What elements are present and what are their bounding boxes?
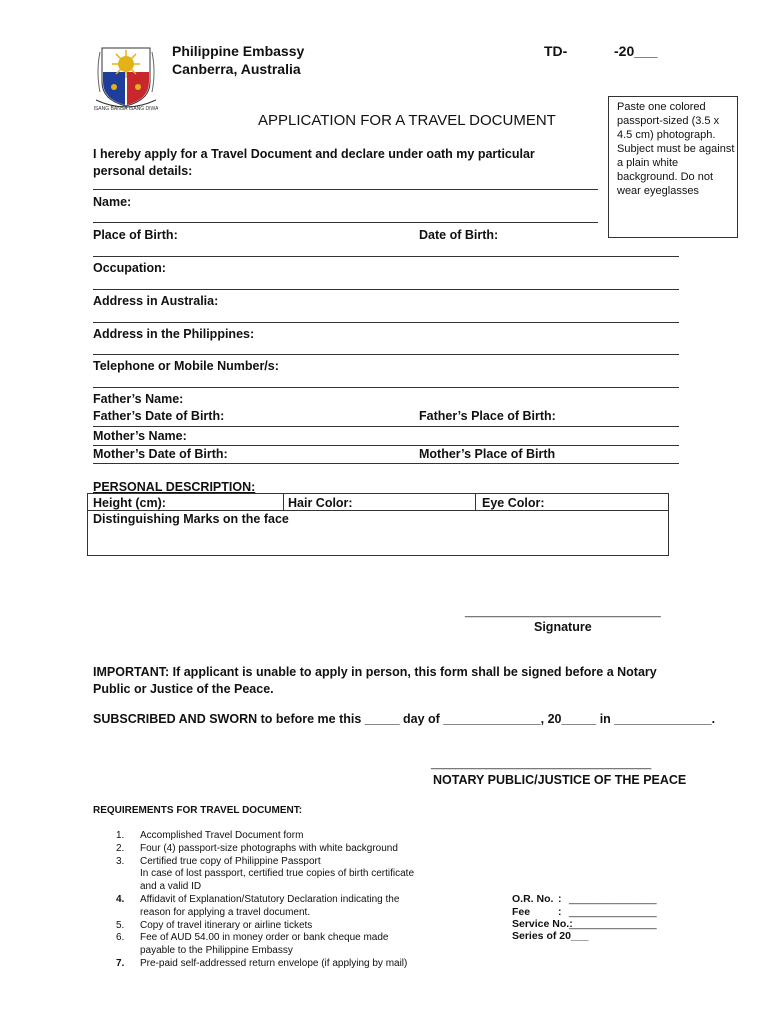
embassy-location: Canberra, Australia — [172, 61, 301, 77]
telephone-field-line[interactable] — [93, 387, 679, 388]
or-number-colon: : — [558, 893, 562, 905]
notary-label: NOTARY PUBLIC/JUSTICE OF THE PEACE — [433, 773, 687, 787]
mother-name-label: Mother’s Name: — [93, 429, 187, 443]
telephone-label: Telephone or Mobile Number/s: — [93, 359, 279, 373]
requirement-number: 1. — [116, 830, 125, 841]
requirement-number: 2. — [116, 842, 125, 854]
personal-description-heading: PERSONAL DESCRIPTION: — [93, 480, 256, 494]
requirement-item: Pre-paid self-addressed return envelope (if applying by mail) — [140, 958, 408, 969]
requirement-number: 6. — [116, 932, 125, 944]
eye-color-label: Eye Color: — [482, 496, 545, 510]
requirement-item: Affidavit of Explanation/Statutory Declaration indicating the — [140, 894, 400, 905]
address-philippines-label: Address in the Philippines: — [93, 327, 255, 341]
mother-pob-label: Mother’s Place of Birth — [419, 447, 556, 461]
td-number-label: TD- — [544, 43, 568, 59]
declaration-text: I hereby apply for a Travel Document and declare under oath my particular personal details: — [93, 147, 535, 178]
mother-field-line[interactable] — [93, 463, 679, 464]
occupation-label: Occupation: — [93, 261, 166, 275]
address-australia-label: Address in Australia: — [93, 294, 219, 308]
fee-blank[interactable]: _______________ — [569, 906, 657, 918]
subscribed-sworn-text: SUBSCRIBED AND SWORN to before me this _____ day of ______________, 20_____ in ______________. — [93, 712, 716, 726]
address-australia-field-line[interactable] — [93, 322, 679, 323]
or-number-label: O.R. No. — [512, 893, 554, 905]
signature-label: Signature — [534, 620, 592, 634]
requirement-item: Certified true copy of Philippine Passport — [140, 855, 321, 867]
photo-instructions: Paste one colored passport-sized (3.5 x 4.5 cm) photograph. Subject must be against a plain white background. Do not wear eyeglasses — [617, 101, 735, 197]
father-field-line[interactable] — [93, 426, 679, 427]
requirement-item: reason for applying a travel document. — [140, 906, 311, 918]
father-pob-label: Father’s Place of Birth: — [419, 409, 556, 423]
requirement-item: In case of lost passport, certified true copies of birth certificate — [140, 868, 415, 880]
height-label: Height (cm): — [93, 496, 166, 510]
distinguishing-marks-label: Distinguishing Marks on the face — [93, 512, 289, 526]
requirement-item: payable to the Philippine Embassy — [140, 945, 293, 957]
mother-name-field-line[interactable] — [93, 445, 679, 446]
hair-color-label: Hair Color: — [288, 496, 353, 510]
father-dob-label: Father’s Date of Birth: — [93, 409, 225, 423]
address-philippines-field-line[interactable] — [93, 354, 679, 355]
table-divider — [283, 493, 284, 510]
table-divider — [475, 493, 476, 510]
date-of-birth-label: Date of Birth: — [419, 228, 499, 242]
fee-colon: : — [558, 906, 562, 918]
signature-line[interactable]: ________________________________ — [465, 606, 661, 618]
fee-label: Fee — [512, 906, 531, 918]
requirements-title: REQUIREMENTS FOR TRAVEL DOCUMENT: — [93, 805, 303, 816]
occupation-field-line[interactable] — [93, 289, 679, 290]
embassy-name: Philippine Embassy — [172, 43, 305, 59]
requirement-number: 4. — [116, 894, 125, 905]
divider — [93, 189, 598, 190]
requirement-number: 3. — [116, 855, 125, 867]
table-divider — [87, 510, 669, 511]
service-number-blank[interactable]: _______________ — [569, 918, 657, 930]
requirement-number: 7. — [116, 958, 125, 969]
father-name-label: Father’s Name: — [93, 392, 184, 406]
requirement-item: Fee of AUD 54.00 in money order or bank cheque made — [140, 932, 389, 944]
requirement-item: Four (4) passport-size photographs with white background — [140, 842, 398, 854]
series-label: Series of 20___ — [512, 930, 589, 942]
name-field-line[interactable] — [93, 222, 598, 223]
birth-field-line[interactable] — [93, 256, 679, 257]
requirement-number: 5. — [116, 919, 125, 931]
important-notice: IMPORTANT: If applicant is unable to apply in person, this form shall be signed before a Notary Public or Justice of the Peace. — [93, 665, 657, 696]
place-of-birth-label: Place of Birth: — [93, 228, 178, 242]
form-title: APPLICATION FOR A TRAVEL DOCUMENT — [258, 112, 556, 129]
requirement-item: and a valid ID — [140, 881, 202, 893]
philippine-seal-icon — [94, 42, 158, 112]
or-number-blank[interactable]: _______________ — [569, 893, 657, 905]
td-year-label: -20___ — [614, 43, 658, 59]
requirement-item: Accomplished Travel Document form — [140, 830, 304, 841]
requirement-item: Copy of travel itinerary or airline tickets — [140, 919, 313, 931]
service-number-label: Service No.: — [512, 918, 573, 930]
mother-dob-label: Mother’s Date of Birth: — [93, 447, 228, 461]
svg-text:ISANG BANSA ISANG DIWA: ISANG BANSA ISANG DIWA — [94, 106, 158, 112]
name-label: Name: — [93, 195, 132, 209]
notary-signature-line[interactable]: ____________________________________ — [431, 758, 652, 770]
